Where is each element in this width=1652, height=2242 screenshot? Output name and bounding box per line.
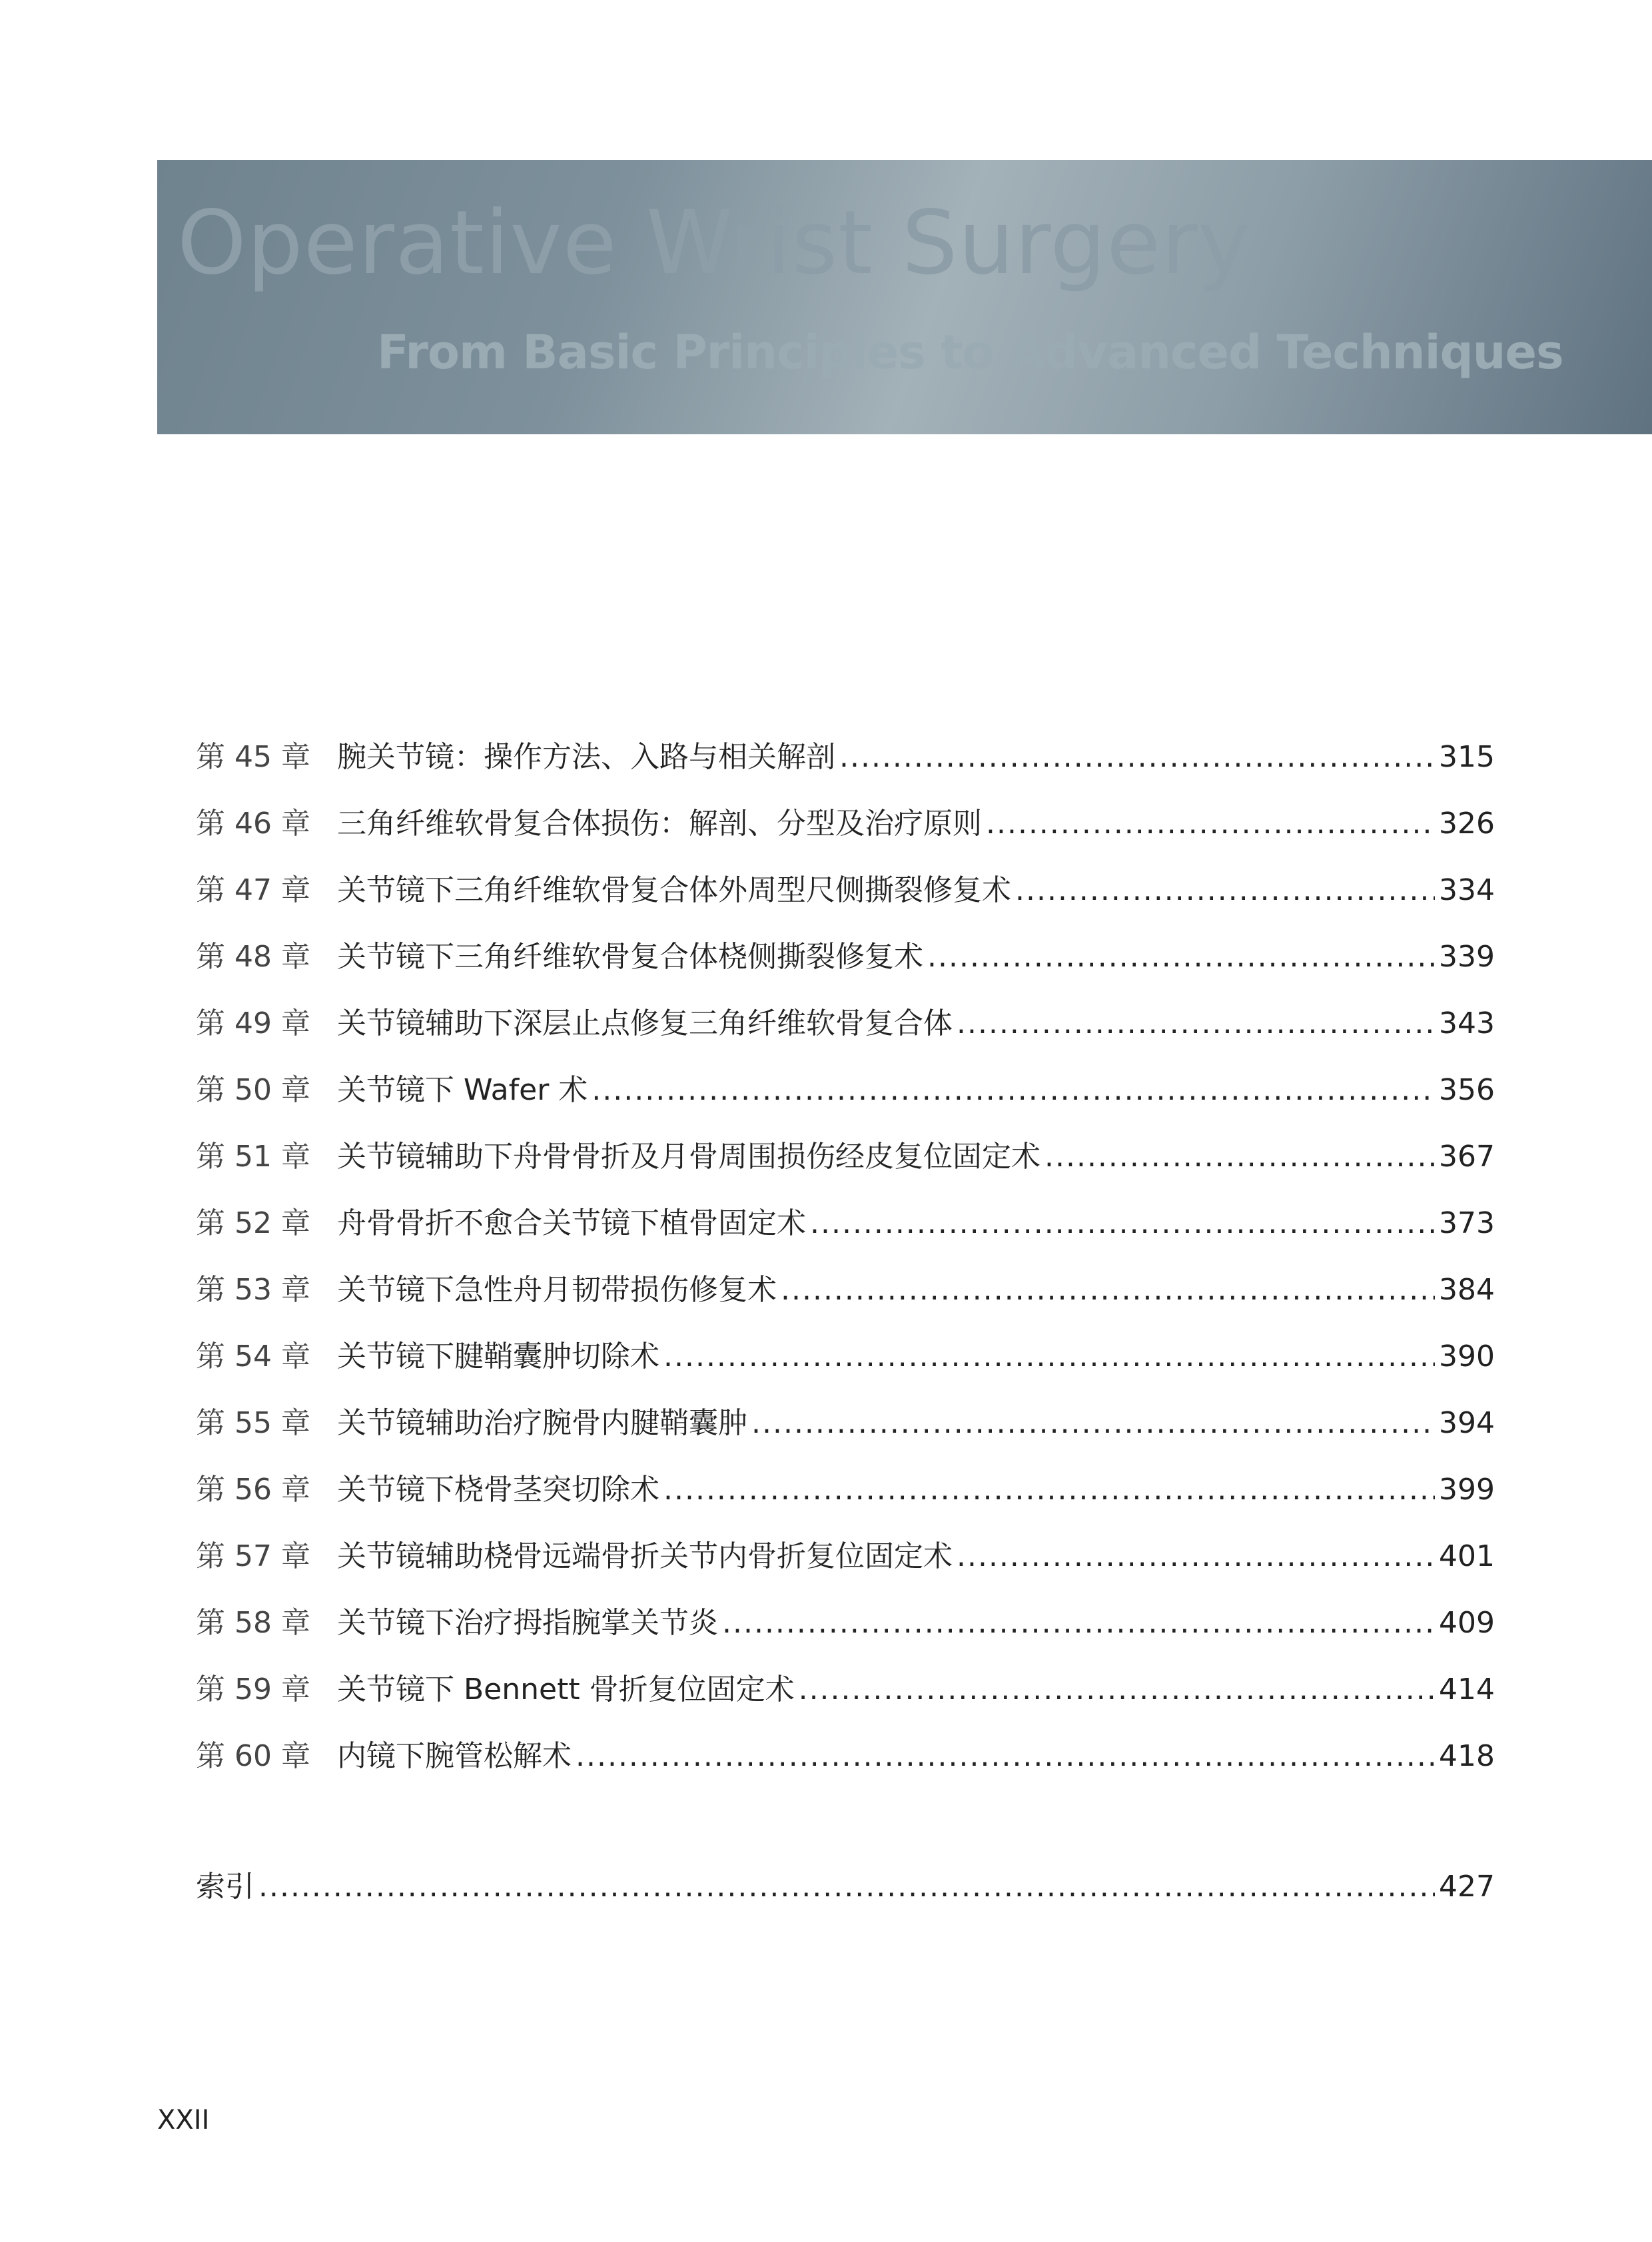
toc-entry[interactable] — [196, 866, 1495, 933]
chapter-title: 关节镜下腱鞘囊肿切除术 — [337, 1339, 659, 1373]
toc-entry[interactable] — [196, 799, 1495, 866]
chapter-number: 第 53 章 — [196, 1273, 310, 1307]
dot-leader — [839, 740, 1435, 774]
page-number: 373 — [1439, 1206, 1495, 1240]
page-number: 409 — [1439, 1606, 1495, 1640]
page-number: 390 — [1439, 1339, 1495, 1373]
chapter-title: 舟骨骨折不愈合关节镜下植骨固定术 — [337, 1206, 806, 1240]
toc-entry[interactable] — [196, 999, 1495, 1066]
toc-entry[interactable] — [196, 1066, 1495, 1132]
page-number: 367 — [1439, 1140, 1495, 1174]
chapter-number: 第 57 章 — [196, 1539, 310, 1573]
dot-leader — [927, 940, 1435, 974]
page-number: 399 — [1439, 1473, 1495, 1507]
dot-leader — [576, 1739, 1435, 1773]
chapter-title: 关节镜下 Bennett 骨折复位固定术 — [337, 1673, 795, 1706]
chapter-title: 关节镜辅助桡骨远端骨折关节内骨折复位固定术 — [337, 1539, 953, 1573]
chapter-number: 第 59 章 — [196, 1673, 310, 1706]
toc-entry[interactable] — [196, 1132, 1495, 1199]
dot-leader — [1044, 1140, 1435, 1174]
chapter-title: 关节镜下三角纤维软骨复合体桡侧撕裂修复术 — [337, 940, 923, 974]
toc-entry[interactable] — [196, 1599, 1495, 1665]
dot-leader — [781, 1273, 1435, 1307]
chapter-title: 关节镜辅助治疗腕骨内腱鞘囊肿 — [337, 1406, 747, 1440]
chapter-number: 第 55 章 — [196, 1406, 310, 1440]
chapter-number: 第 49 章 — [196, 1006, 310, 1040]
dot-leader — [1015, 873, 1435, 907]
book-subtitle: From Basic Principles to Advanced Techniques — [377, 325, 1563, 380]
chapter-title: 腕关节镜：操作方法、入路与相关解剖 — [337, 740, 835, 774]
chapter-number: 第 52 章 — [196, 1206, 310, 1240]
chapter-title: 关节镜下 Wafer 术 — [337, 1073, 588, 1107]
chapter-number: 第 60 章 — [196, 1739, 310, 1773]
chapter-title: 关节镜辅助下舟骨骨折及月骨周围损伤经皮复位固定术 — [337, 1140, 1040, 1174]
page-number: 334 — [1439, 873, 1495, 907]
chapter-title: 关节镜下三角纤维软骨复合体外周型尺侧撕裂修复术 — [337, 873, 1011, 907]
chapter-number: 第 45 章 — [196, 740, 310, 774]
chapter-number: 第 50 章 — [196, 1073, 310, 1107]
toc-entry[interactable] — [196, 1332, 1495, 1399]
chapter-title: 关节镜辅助下深层止点修复三角纤维软骨复合体 — [337, 1006, 953, 1040]
chapter-number: 第 47 章 — [196, 873, 310, 907]
dot-leader — [258, 1870, 1435, 1904]
dot-leader — [986, 807, 1435, 841]
chapter-title: 三角纤维软骨复合体损伤：解剖、分型及治疗原则 — [337, 807, 982, 841]
page-number: 394 — [1439, 1406, 1495, 1440]
page-number: 418 — [1439, 1739, 1495, 1773]
toc-entry[interactable] — [196, 933, 1495, 999]
page-number: 326 — [1439, 807, 1495, 841]
dot-leader — [810, 1206, 1435, 1240]
toc-entry-index[interactable] — [196, 1862, 1495, 1929]
chapter-number: 第 58 章 — [196, 1606, 310, 1640]
dot-leader — [592, 1073, 1435, 1107]
dot-leader — [957, 1006, 1435, 1040]
page-folio: XXII — [157, 2105, 210, 2135]
index-title: 索引 — [196, 1870, 254, 1904]
page-number: 339 — [1439, 940, 1495, 974]
toc-entry[interactable] — [196, 1465, 1495, 1532]
toc-entry[interactable] — [196, 733, 1495, 799]
dot-leader — [751, 1406, 1435, 1440]
page-number: 315 — [1439, 740, 1495, 774]
chapter-number: 第 51 章 — [196, 1140, 310, 1174]
dot-leader — [722, 1606, 1435, 1640]
page-number: 401 — [1439, 1539, 1495, 1573]
page-number: 414 — [1439, 1673, 1495, 1706]
dot-leader — [957, 1539, 1435, 1573]
page-number: 356 — [1439, 1073, 1495, 1107]
table-of-contents — [196, 733, 1495, 1929]
chapter-title: 关节镜下桡骨茎突切除术 — [337, 1473, 659, 1507]
header-banner — [157, 160, 1652, 434]
chapter-number: 第 56 章 — [196, 1473, 310, 1507]
toc-entry[interactable] — [196, 1532, 1495, 1599]
book-title: Operative Wrist Surgery — [177, 192, 1251, 294]
dot-leader — [663, 1473, 1435, 1507]
page-number: 343 — [1439, 1006, 1495, 1040]
toc-entry[interactable] — [196, 1732, 1495, 1798]
toc-entry[interactable] — [196, 1665, 1495, 1732]
page-number: 384 — [1439, 1273, 1495, 1307]
dot-leader — [799, 1673, 1435, 1706]
toc-entry[interactable] — [196, 1266, 1495, 1332]
toc-entry[interactable] — [196, 1199, 1495, 1266]
chapter-number: 第 54 章 — [196, 1339, 310, 1373]
toc-entry[interactable] — [196, 1399, 1495, 1465]
page-number: 427 — [1439, 1870, 1495, 1904]
chapter-title: 关节镜下急性舟月韧带损伤修复术 — [337, 1273, 777, 1307]
chapter-title: 内镜下腕管松解术 — [337, 1739, 572, 1773]
chapter-title: 关节镜下治疗拇指腕掌关节炎 — [337, 1606, 718, 1640]
dot-leader — [663, 1339, 1435, 1373]
chapter-number: 第 46 章 — [196, 807, 310, 841]
chapter-number: 第 48 章 — [196, 940, 310, 974]
